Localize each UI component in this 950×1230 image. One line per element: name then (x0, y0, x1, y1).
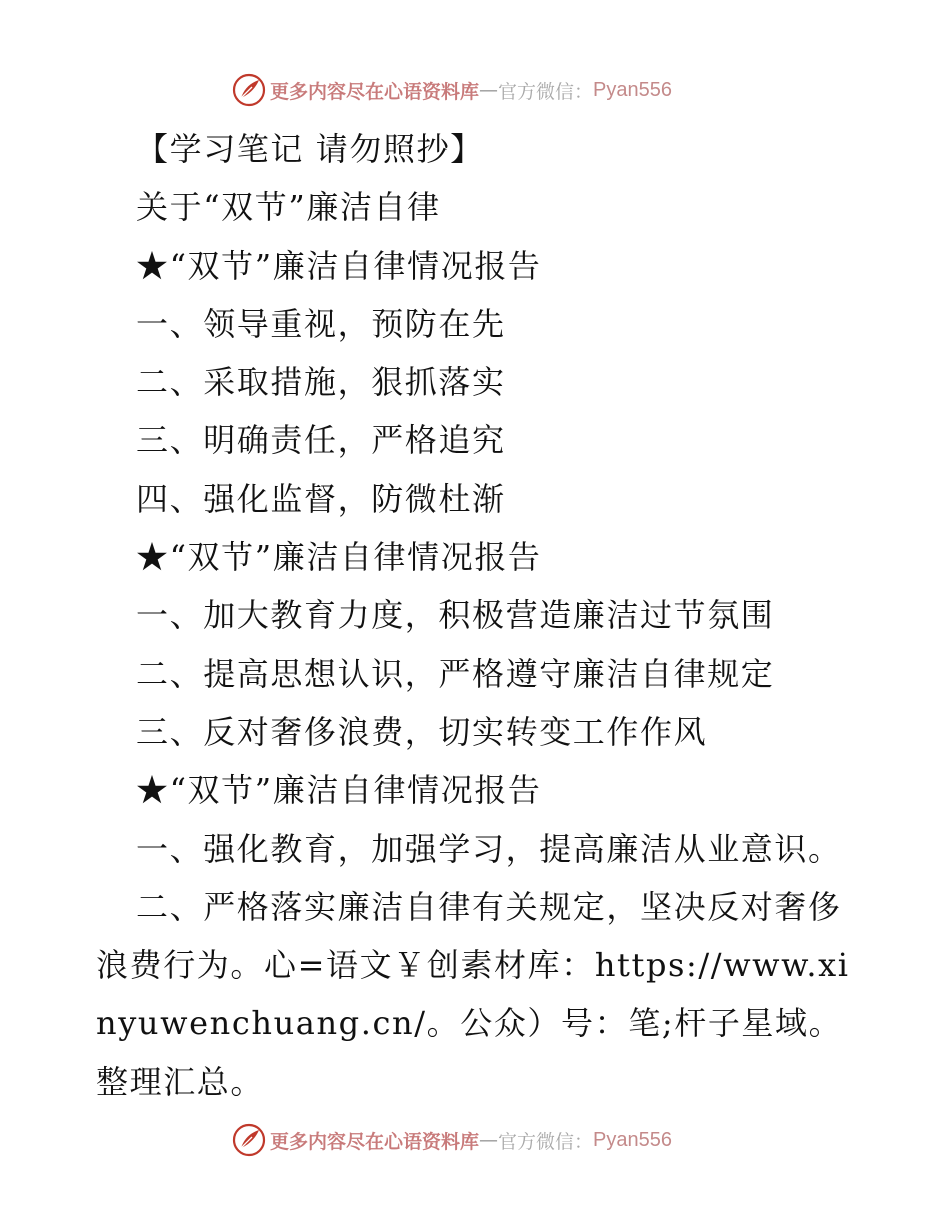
doc-line-item: 一、领导重视，预防在先 (136, 304, 506, 343)
banner-title: 更多内容尽在心语资料库 (270, 80, 480, 103)
doc-line-note: 【学习笔记 请勿照抄】 (136, 130, 484, 168)
banner-separator: — (479, 1129, 499, 1151)
banner-title: 更多内容尽在心语资料库 (270, 1130, 480, 1153)
doc-line-item: 二、采取措施，狠抓落实 (136, 363, 506, 402)
doc-line-item: 一、加大教育力度，积极营造廉洁过节氛围 (136, 596, 775, 635)
doc-final-paragraph: 二、严格落实廉洁自律有关规定，坚决反对奢侈浪费行为。心=语文￥创素材库：https://www.xinyuwenchuang.cn/。公众）号：笔;杆子星域。整理汇总。 (96, 887, 850, 1101)
doc-line-heading-1: ★“双节”廉洁自律情况报告 (136, 246, 542, 285)
doc-line-item: 四、强化监督，防微杜渐 (136, 479, 506, 518)
banner-wechat-label: 官方微信： (498, 1130, 594, 1153)
doc-line-heading-2: ★“双节”廉洁自律情况报告 (136, 538, 542, 577)
feather-pen-logo-icon (232, 73, 266, 107)
banner-separator: — (479, 79, 499, 101)
doc-line-item: 三、反对奢侈浪费，切实转变工作作风 (136, 712, 708, 751)
doc-line-item: 一、强化教育，加强学习，提高廉洁从业意识。 (136, 829, 842, 868)
footer-watermark-banner (232, 1120, 712, 1160)
doc-line-title: 关于“双节”廉洁自律 (136, 188, 441, 227)
banner-wechat-label: 官方微信： (498, 80, 594, 103)
feather-pen-logo-icon (232, 1123, 266, 1157)
document-body (96, 120, 866, 1111)
doc-line-heading-3: ★“双节”廉洁自律情况报告 (136, 771, 542, 810)
header-watermark-banner (232, 70, 712, 110)
doc-line-item: 二、提高思想认识，严格遵守廉洁自律规定 (136, 654, 775, 693)
banner-wechat-id: Pyan556 (593, 1128, 672, 1151)
doc-line-item: 三、明确责任，严格追究 (136, 421, 506, 460)
banner-wechat-id: Pyan556 (593, 78, 672, 101)
